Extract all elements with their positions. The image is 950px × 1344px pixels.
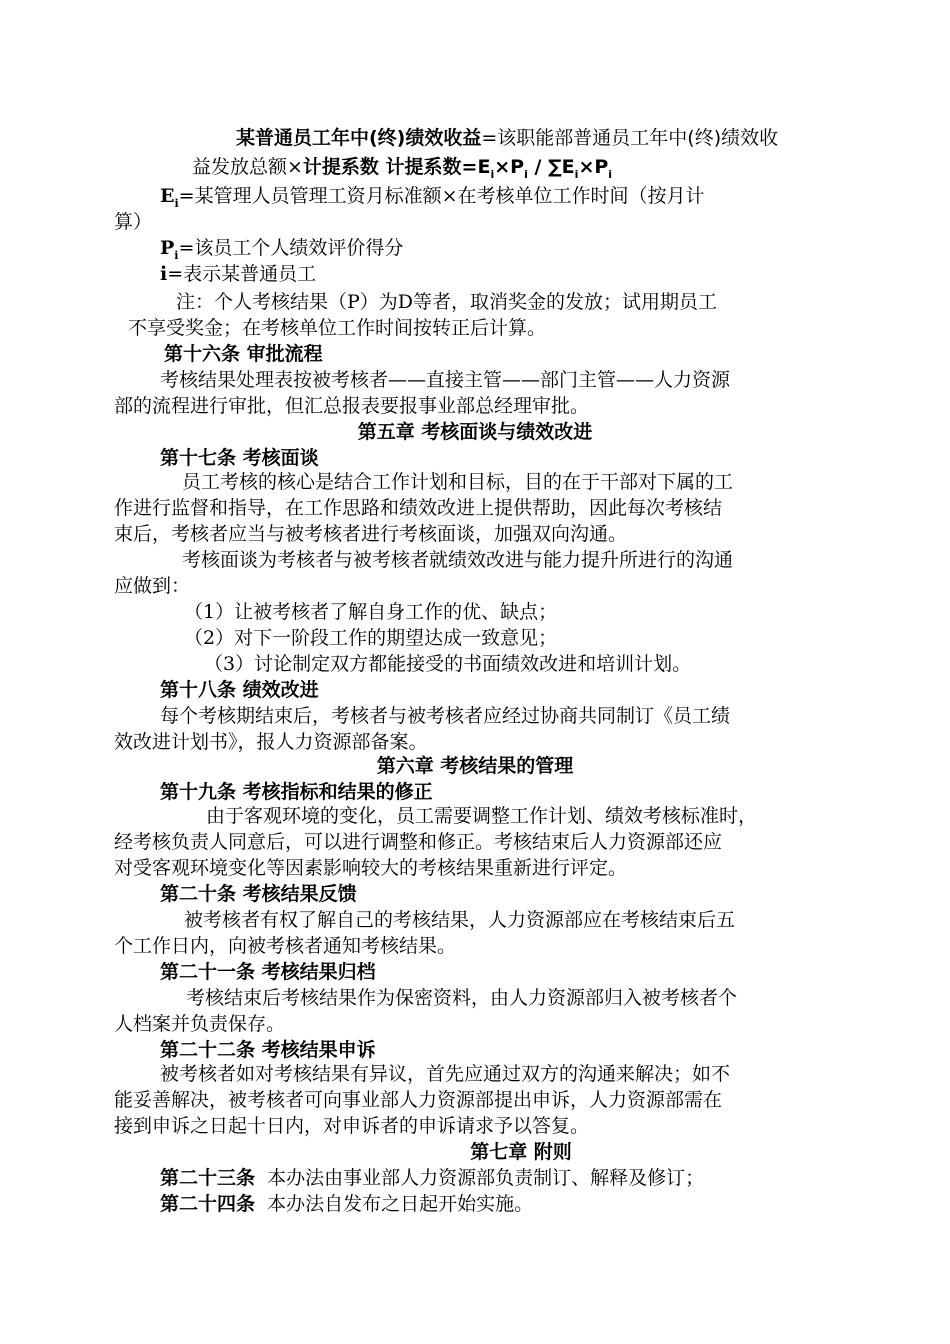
def-text: =该员工个人绩效评价得分 <box>178 237 404 259</box>
article-20-text: 被考核者有权了解自己的考核结果，人力资源部应在考核结束后五 <box>184 909 736 931</box>
article-17-title: 第十七条 考核面谈 <box>160 447 319 469</box>
article-19-text: 对受客观环境变化等因素影响较大的考核结果重新进行评定。 <box>114 857 628 879</box>
article-17-text: 应做到： <box>114 575 191 597</box>
formula-bold-term: 某普通员工年中(终)绩效收益 <box>236 127 482 149</box>
article-18-text: 效改进计划书》，报人力资源部备案。 <box>114 731 428 753</box>
note-line-2: 不享受奖金；在考核单位工作时间按转正后计算。 <box>128 317 547 339</box>
def-e-cont: 算） <box>114 211 153 233</box>
article-22-title: 第二十二条 考核结果申诉 <box>160 1039 376 1061</box>
article-20-title: 第二十条 考核结果反馈 <box>160 883 357 905</box>
chapter-5-title: 第五章 考核面谈与绩效改进 <box>357 421 593 443</box>
article-16-title: 第十六条 审批流程 <box>164 343 323 365</box>
article-17-text: 员工考核的核心是结合工作计划和目标，目的在于干部对下属的工 <box>182 471 734 493</box>
article-21-title: 第二十一条 考核结果归档 <box>160 961 376 983</box>
article-18-text: 每个考核期结束后，考核者与被考核者应经过协商共同制订《员工绩 <box>160 705 731 727</box>
formula-text: =该职能部普通员工年中(终)绩效收 <box>481 127 779 149</box>
list-item: （3）讨论制定双方都能接受的书面绩效改进和培训计划。 <box>204 653 692 675</box>
article-24-title: 第二十四条 <box>160 1193 256 1215</box>
def-label: P <box>160 237 175 259</box>
def-label: E <box>160 185 175 207</box>
note-line-1: 注：个人考核结果（P）为D等者，取消奖金的发放；试用期员工 <box>176 291 718 313</box>
formula-bold-term: / ∑E <box>527 156 575 178</box>
def-e <box>160 182 705 218</box>
article-22-text: 能妥善解决，被考核者可向事业部人力资源部提出申诉，人力资源部需在 <box>114 1089 723 1111</box>
article-19-text: 由于客观环境的变化，员工需要调整工作计划、绩效考核标准时， <box>206 805 758 827</box>
formula-bold-term: 计提系数 计提系数=E <box>302 156 491 178</box>
formula-subscript: i <box>608 167 613 181</box>
article-17-text: 束后，考核者应当与被考核者进行考核面谈，加强双向沟通。 <box>114 523 628 545</box>
article-20-text: 个工作日内，向被考核者通知考核结果。 <box>114 935 457 957</box>
list-item: （2）对下一阶段工作的期望达成一致意见； <box>184 627 558 649</box>
article-23-title: 第二十三条 <box>160 1167 256 1189</box>
article-23-text: 本办法由事业部人力资源部负责制订、解释及修订； <box>267 1167 705 1189</box>
def-label: i <box>160 263 168 285</box>
def-i <box>160 260 316 288</box>
article-24 <box>160 1190 533 1218</box>
article-17-text: 考核面谈为考核者与被考核者就绩效改进与能力提升所进行的沟通 <box>182 549 734 571</box>
article-21-text: 人档案并负责保存。 <box>114 1013 286 1035</box>
article-23 <box>160 1164 704 1192</box>
def-text: =表示某普通员工 <box>167 263 317 285</box>
formula-bold-term: ×P <box>578 156 609 178</box>
article-18-title: 第十八条 绩效改进 <box>160 679 319 701</box>
def-subscript: i <box>174 196 179 210</box>
list-item: （1）让被考核者了解自身工作的优、缺点； <box>184 601 558 623</box>
article-22-text: 接到申诉之日起十日内，对申诉者的申诉请求予以答复。 <box>114 1115 590 1137</box>
formula-line-1 <box>236 124 778 152</box>
formula-text: 益发放总额× <box>192 156 303 178</box>
formula-subscript: i <box>524 167 528 181</box>
article-19-text: 经考核负责人同意后，可以进行调整和修正。考核结束后人力资源部还应 <box>114 831 723 853</box>
formula-subscript: i <box>574 167 579 181</box>
article-24-text: 本办法自发布之日起开始实施。 <box>267 1193 534 1215</box>
article-16-text: 考核结果处理表按被考核者——直接主管——部门主管——人力资源 <box>160 369 731 391</box>
article-19-title: 第十九条 考核指标和结果的修正 <box>160 781 433 803</box>
def-text: =某管理人员管理工资月标准额×在考核单位工作时间（按月计 <box>178 185 705 207</box>
chapter-7-title: 第七章 附则 <box>470 1141 572 1163</box>
article-22-text: 被考核者如对考核结果有异议，首先应通过双方的沟通来解决；如不 <box>160 1063 731 1085</box>
formula-subscript: i <box>490 167 495 181</box>
article-16-text: 部的流程进行审批，但汇总报表要报事业部总经理审批。 <box>114 395 590 417</box>
def-subscript: i <box>174 248 179 262</box>
article-21-text: 考核结束后考核结果作为保密资料，由人力资源部归入被考核者个 <box>186 987 738 1009</box>
article-17-text: 作进行监督和指导，在工作思路和绩效改进上提供帮助，因此每次考核结 <box>114 497 723 519</box>
chapter-6-title: 第六章 考核结果的管理 <box>376 755 574 777</box>
formula-bold-term: ×P <box>494 156 525 178</box>
